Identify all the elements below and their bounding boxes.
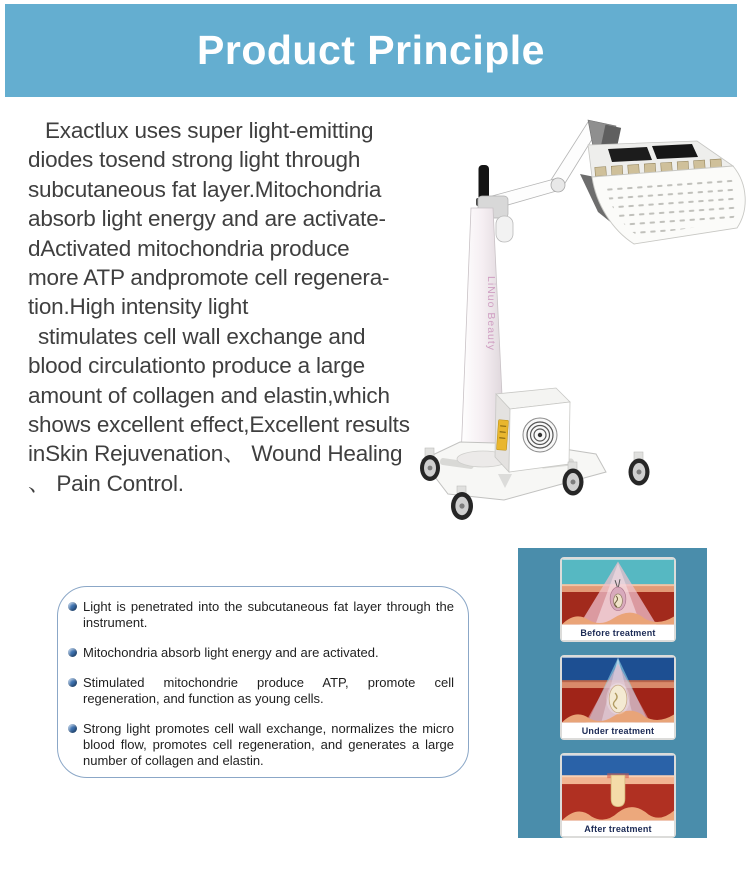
intro-paragraph xyxy=(28,116,440,498)
bullet-icon xyxy=(68,678,77,687)
feature-text: Strong light promotes cell wall exchange, normalizes the micro blood flow, promotes cell regeneration, and generates a large number of collagen and elastin. xyxy=(83,721,454,768)
bullet-icon xyxy=(68,724,77,733)
intro-line: diodes tosend strong light through xyxy=(28,147,361,173)
header-banner xyxy=(5,4,737,97)
device-lamp-head xyxy=(580,141,745,244)
feature-item xyxy=(68,675,454,707)
device-warning-label xyxy=(496,420,508,451)
stage-caption: After treatment xyxy=(562,821,674,836)
feature-item xyxy=(68,599,454,631)
intro-line: shows excellent effect,Excellent results xyxy=(28,412,410,438)
intro-line: more ATP andpromote cell regenera- xyxy=(28,265,390,291)
intro-line: absorb light energy and are activate- xyxy=(28,206,386,232)
stage-illustration-under-treatment xyxy=(562,657,674,723)
feature-text: Mitochondria absorb light energy and are activated. xyxy=(83,645,379,660)
intro-line: amount of collagen and elastin,which xyxy=(28,382,390,408)
stage-illustration-before-treatment xyxy=(562,559,674,625)
intro-line: subcutaneous fat layer.Mitochondria xyxy=(28,176,382,202)
stage-illustration-after-treatment xyxy=(562,755,674,821)
stage-caption: Under treatment xyxy=(562,723,674,738)
intro-line: stimulates cell wall exchange and xyxy=(38,323,366,349)
feature-item xyxy=(68,721,454,769)
intro-line: 、 Pain Control. xyxy=(28,470,184,496)
stage-card-after xyxy=(560,753,676,838)
device-caster-wheel xyxy=(629,452,650,486)
device-power-box xyxy=(495,388,570,472)
features-box xyxy=(57,586,469,778)
stage-card-before xyxy=(560,557,676,642)
device-fan-vent xyxy=(523,418,557,452)
device-product-image xyxy=(420,108,750,533)
stage-caption: Before treatment xyxy=(562,625,674,640)
device-brand-text: LiNuo Beauty xyxy=(485,276,497,352)
device-base xyxy=(420,388,650,520)
intro-line: tion.High intensity light xyxy=(28,294,249,320)
intro-line: Exactlux uses super light-emitting xyxy=(45,118,374,143)
page-title: Product Principle xyxy=(197,27,545,73)
feature-text: Light is penetrated into the subcutaneous fat layer through the instrument. xyxy=(83,599,454,630)
device-handle-knob xyxy=(479,165,490,201)
intro-line: dActivated mitochondria produce xyxy=(28,235,350,261)
bullet-icon xyxy=(68,602,77,611)
stage-card-under xyxy=(560,655,676,740)
intro-line: blood circulationto produce a large xyxy=(28,353,365,379)
feature-item xyxy=(68,645,454,661)
bullet-icon xyxy=(68,648,77,657)
intro-line: inSkin Rejuvenation、 Wound Healing xyxy=(28,441,403,467)
treatment-panel xyxy=(518,548,707,838)
feature-text: Stimulated mitochondrie produce ATP, promote cell regeneration, and function as young cells. xyxy=(83,675,454,706)
